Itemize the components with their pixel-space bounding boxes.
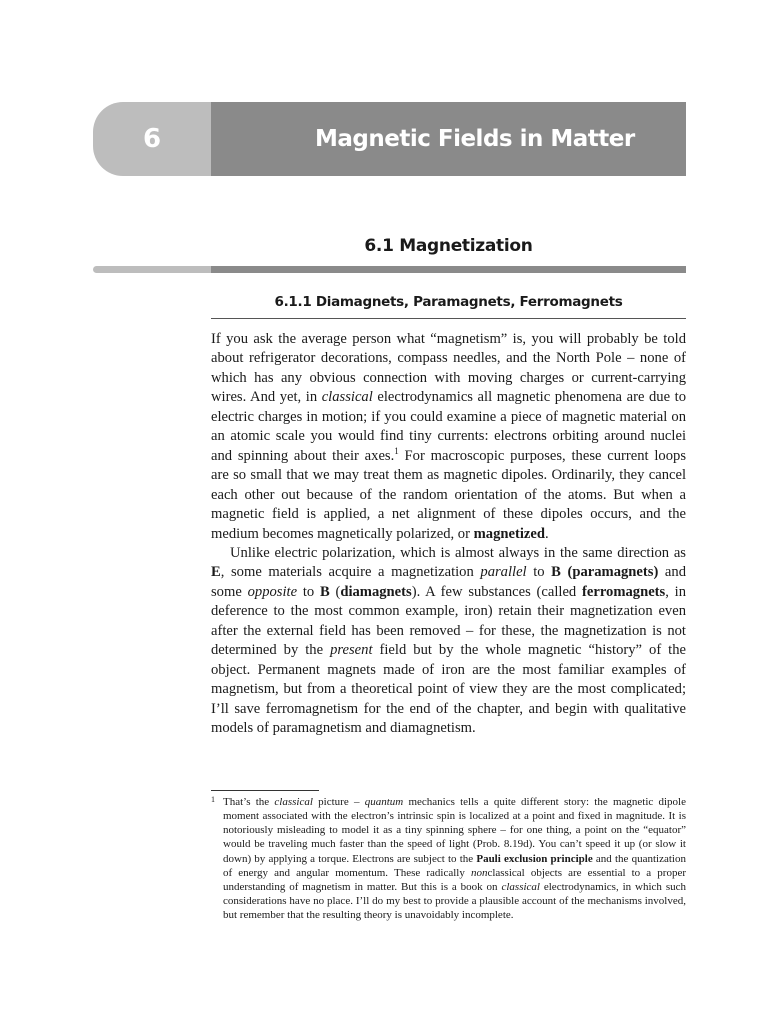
footnote-rule — [211, 790, 319, 791]
paragraph-1: If you ask the average person what “magnetism” is, you will probably be told about refrigerator decorations, compass needles, and the North Pole – none of which has any obvious connection with moving charges or current-carrying wires. And yet, in classical electrodynamics all magnetic phenomena are due to electric charges in motion; if you could examine a piece of magnetic material on an atomic scale you would find tiny currents: electrons orbiting around nuclei and spinning about their axes.$^1$ For macroscopic purposes, these current loops are so small that we may treat them as magnetic dipoles. Ordinarily, they cancel each other out because of the random orientation of the atoms. But when a magnetic field is applied, a net alignment of these dipoles occurs, and the medium becomes magnetically polarized, or magnetized. — [211, 331, 687, 542]
chapter-title: Magnetic Fields in Matter — [211, 102, 686, 176]
section-rule — [93, 266, 686, 273]
section-rule-dark — [211, 266, 686, 273]
subsection-rule — [211, 318, 686, 319]
paragraph-2: Unlike electric polarization, which is almost always in the same direction as E, some materials acquire a magnetization parallel to B (paramagnets) and some opposite to B (diamagnets). A few substances (called ferromagnets, in deference to the most common example, iron) retain their magnetization even after the external field has been removed – for these, the magnetization is not determined by the present field but by the whole magnetic “history” of the object. Permanent magnets made of iron are the most familiar examples of magnetism, but from a theoretical point of view they are the most complicated; I’ll save ferromagnetism for the end of the chapter, and begin with qualitative models of paramagnetism and diamagnetism. — [211, 544, 687, 737]
body-text — [211, 330, 686, 739]
footnote-body: That’s the classical picture – quantum mechanics tells a quite different story: the magnetic dipole moment associated with the electron’s intrinsic spin is localized at a point and fixed in magnitude. It is notoriously misleading to model it as a tiny spinning sphere – for one thing, a point on the “equator” would be traveling much faster than the speed of light (Prob. 8.19d). You can’t speed it up (or slow it down) by applying a torque. Electrons are subject to the Pauli exclusion principle and the quantization of energy and angular momentum. These radically nonclassical objects are essential to a proper understanding of magnetism in matter. But this is a book on classical electrodynamics, in which such considerations have no place. I’ll do my best to provide a plausible account of the mechanisms involved, but remember that the resulting theory is unavoidably incomplete. — [223, 796, 687, 922]
chapter-banner — [93, 102, 686, 176]
footnote-mark: 1 — [211, 795, 215, 804]
chapter-number: 6 — [93, 102, 211, 176]
section-rule-light — [93, 266, 211, 273]
section-title: 6.1 Magnetization — [364, 236, 533, 256]
subsection-title: 6.1.1 Diamagnets, Paramagnets, Ferromagnets — [274, 294, 623, 310]
footnote-reference[interactable]: 1 — [394, 445, 399, 456]
footnote — [211, 795, 686, 922]
